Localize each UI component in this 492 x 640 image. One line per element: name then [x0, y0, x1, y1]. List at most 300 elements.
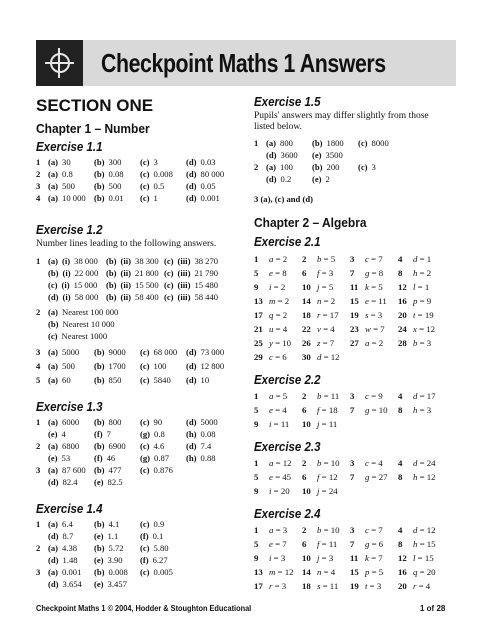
question-number: 19	[350, 310, 359, 320]
answer-cell	[140, 361, 186, 371]
part-label: (e)	[94, 579, 104, 589]
answer-value: 0.876	[153, 465, 173, 475]
part-label: (i)	[62, 292, 71, 302]
answer-value: 1700	[108, 361, 126, 371]
variable: g	[365, 268, 370, 278]
answer-cell	[266, 150, 312, 160]
part-label: (f)	[94, 429, 103, 439]
answer-value: = 11	[368, 296, 387, 306]
answer-row	[36, 192, 232, 204]
answer-value: 3	[371, 162, 376, 172]
answer-value: = 2	[273, 254, 288, 264]
answer-value: = 11	[319, 539, 338, 549]
part-label: (a)	[266, 138, 277, 148]
answer-value: = 11	[271, 419, 290, 429]
answer-value: 1.48	[62, 555, 78, 565]
answer-value: = 2	[271, 282, 286, 292]
answer-value: Nearest 10 000	[62, 319, 115, 329]
part-label: (c)	[140, 519, 150, 529]
variable: d	[413, 254, 418, 264]
answer-value: 46	[106, 453, 116, 463]
answer-cell	[254, 352, 302, 362]
answer-cell	[94, 347, 140, 357]
exercise-1-3-answers	[36, 416, 232, 488]
exercise-1-2-note: Number lines leading to the following answers.	[36, 239, 217, 249]
answer-cell	[350, 525, 398, 535]
part-label: (d)	[266, 174, 277, 184]
part-label: (d)	[186, 417, 197, 427]
variable: a	[269, 525, 274, 535]
part-label: (f)	[94, 453, 103, 463]
answer-cell	[186, 375, 232, 385]
answer-value: 9000	[108, 347, 126, 357]
answer-value: 477	[108, 465, 122, 475]
answer-row	[254, 417, 446, 431]
exercise-2-1-heading: Exercise 2.1	[254, 235, 321, 249]
page-number: 1 of 28	[420, 604, 446, 613]
answer-row	[254, 403, 446, 417]
answer-row	[36, 291, 232, 303]
variable: i	[269, 282, 272, 292]
answer-cell	[398, 458, 446, 468]
answer-cell	[254, 254, 302, 264]
question-number: 2	[302, 525, 307, 535]
question-number: 6	[302, 268, 307, 278]
answer-cell	[140, 555, 186, 565]
exercise-2-2-heading: Exercise 2.2	[254, 373, 321, 387]
answer-cell	[302, 553, 350, 563]
answer-row	[254, 173, 404, 185]
answer-cell	[398, 268, 446, 278]
answer-row	[254, 137, 404, 149]
answer-value: 15 000	[73, 280, 98, 290]
answer-cell	[48, 280, 106, 290]
answer-value: = 20	[271, 486, 290, 496]
variable: r	[269, 581, 273, 591]
question-number: 12	[398, 282, 407, 292]
answer-row	[36, 416, 232, 428]
question-number: 7	[350, 268, 355, 278]
variable: f	[317, 405, 320, 415]
question-number: 5	[254, 405, 259, 415]
answer-cell	[254, 567, 302, 577]
answer-value: = 17	[417, 391, 436, 401]
variable: c	[365, 458, 369, 468]
answer-cell	[48, 555, 94, 565]
answer-value: = 11	[321, 391, 340, 401]
answer-value: = 3	[273, 525, 288, 535]
answer-value: 73 000	[200, 347, 225, 357]
answer-value: = 7	[370, 324, 385, 334]
part-label: (a)	[48, 417, 59, 427]
question-number: 26	[302, 338, 311, 348]
variable: l	[413, 553, 416, 563]
part-label: (b)	[94, 465, 105, 475]
question-number: 30	[302, 352, 311, 362]
question-number: 2	[302, 391, 307, 401]
part-label: (e)	[94, 555, 104, 565]
question-number: 1	[36, 256, 41, 266]
part-label: (iii)	[177, 268, 191, 278]
part-label: (c)	[358, 138, 368, 148]
exercise-1-2-answers	[36, 255, 232, 387]
variable: b	[317, 391, 322, 401]
answer-cell	[398, 324, 446, 334]
answer-value: 0.9	[153, 519, 165, 529]
answer-value: 500	[62, 181, 75, 191]
variable: h	[413, 539, 418, 549]
part-label: (ii)	[120, 292, 132, 302]
part-label: (c)	[48, 331, 58, 341]
question-number: 14	[302, 567, 311, 577]
question-number: 10	[302, 486, 311, 496]
question-number: 1	[36, 157, 41, 167]
answer-value: = 12	[319, 472, 338, 482]
variable: t	[413, 310, 416, 320]
variable: f	[317, 539, 320, 549]
answer-cell	[48, 531, 94, 541]
answer-value: = 4	[368, 458, 383, 468]
answer-row	[254, 523, 446, 537]
answer-value: 200	[326, 162, 340, 172]
answer-cell	[48, 193, 94, 203]
answer-row	[254, 149, 404, 161]
answer-cell	[164, 268, 226, 278]
part-label: (a)	[48, 567, 59, 577]
question-number: 7	[350, 405, 355, 415]
answer-row	[254, 294, 446, 308]
answer-value: = 12	[417, 525, 436, 535]
answer-cell	[350, 553, 398, 563]
answer-row	[36, 542, 186, 554]
chapter-1-heading: Chapter 1 – Number	[36, 121, 150, 136]
answer-row	[36, 156, 232, 168]
answer-cell	[94, 169, 140, 179]
part-label: (a)	[48, 193, 59, 203]
answer-value: 12 800	[200, 361, 225, 371]
answer-value: 0.8	[62, 169, 73, 179]
variable: g	[365, 472, 370, 482]
part-label: (b)	[106, 268, 117, 278]
variable: b	[413, 338, 418, 348]
answer-cell	[312, 162, 358, 172]
answer-cell	[94, 181, 140, 191]
answer-value: = 3	[319, 553, 334, 563]
answer-value: 500	[62, 361, 75, 371]
answer-value: = 4	[272, 405, 287, 415]
answer-row	[254, 350, 446, 364]
answer-row	[36, 373, 232, 387]
answer-value: 0.005	[153, 567, 173, 577]
part-label: (b)	[94, 361, 105, 371]
exercise-2-1-answers	[254, 252, 446, 364]
variable: n	[317, 567, 322, 577]
answer-value: = 12	[321, 352, 340, 362]
part-label: (a)	[266, 162, 277, 172]
answer-cell	[186, 417, 232, 427]
answer-cell	[350, 338, 398, 348]
answer-cell	[302, 405, 350, 415]
answer-value: 300	[108, 157, 122, 167]
exercise-1-5-answers	[254, 137, 404, 185]
part-label: (ii)	[120, 268, 132, 278]
answer-cell	[140, 347, 186, 357]
answer-cell	[254, 338, 302, 348]
answer-value: 38 000	[74, 256, 98, 266]
answer-cell	[398, 282, 446, 292]
exercise-1-5-heading: Exercise 1.5	[254, 95, 321, 109]
exercise-1-2-heading: Exercise 1.2	[36, 223, 103, 237]
question-number: 5	[254, 472, 259, 482]
variable: d	[413, 391, 418, 401]
part-label: (e)	[94, 531, 104, 541]
question-number: 11	[350, 282, 359, 292]
part-label: (d)	[48, 531, 59, 541]
part-label: (a)	[48, 361, 59, 371]
variable: p	[413, 296, 418, 306]
answer-cell	[302, 338, 350, 348]
answer-cell	[398, 405, 446, 415]
answer-cell	[358, 138, 404, 148]
answer-value: = 3	[272, 581, 287, 591]
part-label: (d)	[186, 347, 197, 357]
question-number: 15	[350, 567, 359, 577]
answer-cell	[302, 539, 350, 549]
answer-value: = 1	[415, 282, 430, 292]
answer-cell	[398, 553, 446, 563]
answer-cell	[48, 169, 94, 179]
answer-value: 15 480	[194, 280, 219, 290]
answer-row	[36, 464, 232, 476]
answer-cell	[398, 472, 446, 482]
part-label: (c)	[140, 193, 150, 203]
answer-value: = 15	[417, 539, 436, 549]
part-label: (d)	[186, 375, 197, 385]
part-label: (c)	[140, 375, 150, 385]
part-label: (b)	[94, 441, 105, 451]
question-number: 3	[36, 181, 41, 191]
answer-value: 1800	[326, 138, 344, 148]
answer-value: = 15	[415, 553, 434, 563]
variable: y	[269, 338, 273, 348]
question-number: 11	[350, 553, 359, 563]
page-title: Checkpoint Maths 1 Answers	[101, 47, 386, 78]
question-number: 23	[350, 324, 359, 334]
variable: j	[317, 486, 320, 496]
part-label: (a)	[48, 157, 59, 167]
answer-value: = 10	[321, 525, 340, 535]
question-number: 7	[350, 539, 355, 549]
question-number: 13	[254, 296, 263, 306]
question-number: 3	[36, 567, 41, 577]
answer-cell	[302, 391, 350, 401]
variable: g	[365, 539, 370, 549]
question-number: 3	[36, 347, 41, 357]
part-label: (b)	[48, 268, 59, 278]
answer-value: 6.27	[152, 555, 168, 565]
answer-cell	[140, 169, 186, 179]
answer-value: 58 440	[194, 292, 219, 302]
answer-cell	[254, 486, 302, 496]
answer-cell	[48, 579, 94, 589]
answer-cell	[140, 441, 186, 451]
answer-value: 3.457	[107, 579, 127, 589]
variable: u	[269, 324, 274, 334]
answer-row	[254, 322, 446, 336]
answer-value: 0.2	[280, 174, 292, 184]
part-label: (a)	[48, 347, 59, 357]
part-label: (h)	[186, 429, 197, 439]
question-number: 18	[302, 310, 311, 320]
answer-value: 6.4	[62, 519, 73, 529]
answer-cell	[186, 361, 232, 371]
part-label: (d)	[48, 292, 59, 302]
answer-value: 38 300	[135, 256, 159, 266]
answer-cell	[94, 441, 140, 451]
variable: w	[365, 324, 371, 334]
question-number: 1	[254, 458, 259, 468]
answer-cell	[350, 324, 398, 334]
answer-value: = 9	[417, 296, 432, 306]
answer-cell	[48, 543, 94, 553]
part-label: (b)	[106, 280, 117, 290]
question-number: 22	[302, 324, 311, 334]
question-number: 9	[254, 553, 259, 563]
question-number: 2	[302, 254, 307, 264]
part-label: (e)	[48, 429, 58, 439]
variable: e	[269, 539, 273, 549]
answer-cell	[350, 472, 398, 482]
answer-value: = 2	[369, 338, 384, 348]
part-label: (b)	[48, 319, 59, 329]
part-label: (c)	[140, 465, 150, 475]
answer-value: 0.001	[62, 567, 82, 577]
variable: e	[269, 405, 273, 415]
answer-value: = 10	[369, 405, 388, 415]
variable: c	[365, 391, 369, 401]
answer-value: 21 800	[135, 268, 159, 278]
answer-cell	[94, 375, 140, 385]
answer-cell	[312, 150, 358, 160]
answer-cell	[140, 375, 186, 385]
variable: f	[317, 268, 320, 278]
exercise-2-3-answers	[254, 456, 446, 498]
question-number: 5	[254, 539, 259, 549]
answer-value: 82.4	[62, 477, 78, 487]
answer-cell	[254, 472, 302, 482]
question-number: 4	[398, 458, 403, 468]
answer-value: = 20	[417, 567, 436, 577]
part-label: (c)	[164, 256, 174, 266]
part-label: (d)	[186, 157, 197, 167]
answer-cell	[350, 310, 398, 320]
part-label: (c)	[140, 347, 150, 357]
answer-cell	[140, 531, 186, 541]
question-number: 29	[254, 352, 263, 362]
variable: m	[269, 296, 276, 306]
question-number: 6	[302, 539, 307, 549]
variable: z	[317, 338, 321, 348]
answer-cell	[398, 525, 446, 535]
answer-value: = 3	[367, 581, 382, 591]
answer-value: 0.008	[108, 567, 128, 577]
variable: i	[269, 553, 272, 563]
exercise-2-3-heading: Exercise 2.3	[254, 440, 321, 454]
answer-value: 6900	[108, 441, 126, 451]
answer-cell	[48, 157, 94, 167]
part-label: (b)	[94, 181, 105, 191]
question-number: 2	[302, 458, 307, 468]
answer-cell	[350, 268, 398, 278]
answer-row	[36, 255, 232, 267]
answer-cell	[186, 453, 232, 463]
part-label: (c)	[358, 162, 368, 172]
variable: c	[365, 525, 369, 535]
answer-cell	[48, 465, 94, 475]
answer-value: = 6	[369, 539, 384, 549]
answer-cell	[186, 157, 232, 167]
variable: d	[413, 525, 418, 535]
question-number: 2	[36, 441, 41, 451]
answer-cell	[94, 429, 140, 439]
answer-value: = 9	[368, 391, 383, 401]
question-number: 13	[254, 567, 263, 577]
answer-value: 30	[62, 157, 71, 167]
answer-value: = 18	[319, 405, 338, 415]
part-label: (c)	[140, 361, 150, 371]
answer-value: 0.1	[152, 531, 164, 541]
part-label: (d)	[266, 150, 277, 160]
answer-value: = 11	[320, 581, 339, 591]
exercise-2-4-answers	[254, 523, 446, 593]
answer-value: 3600	[280, 150, 298, 160]
variable: h	[413, 268, 418, 278]
question-number: 7	[350, 472, 355, 482]
part-label: (a)	[48, 519, 59, 529]
part-label: (b)	[94, 157, 105, 167]
question-number: 20	[398, 310, 407, 320]
answer-value: 58 000	[74, 292, 99, 302]
part-label: (a)	[48, 181, 59, 191]
variable: e	[269, 472, 273, 482]
variable: e	[269, 268, 273, 278]
answer-row	[36, 279, 232, 291]
answer-cell	[302, 581, 350, 591]
answer-value: = 12	[273, 458, 292, 468]
part-label: (c)	[140, 181, 150, 191]
question-number: 24	[398, 324, 407, 334]
answer-row	[254, 470, 446, 484]
part-label: (b)	[94, 347, 105, 357]
answer-value: 0.001	[200, 193, 220, 203]
answer-cell	[398, 310, 446, 320]
answer-row	[254, 484, 446, 498]
answer-value: = 3	[271, 553, 286, 563]
question-number: 5	[36, 375, 41, 385]
question-number: 25	[254, 338, 263, 348]
exercise-1-4-heading: Exercise 1.4	[36, 502, 103, 516]
answer-cell	[302, 268, 350, 278]
answer-row	[36, 306, 232, 318]
answer-value: 500	[108, 181, 122, 191]
answer-cell	[350, 254, 398, 264]
question-number: 10	[302, 553, 311, 563]
answer-value: 1.1	[107, 531, 119, 541]
answer-cell	[254, 525, 302, 535]
answer-value: Nearest 1000	[61, 331, 108, 341]
exercise-1-4-answers	[36, 518, 186, 590]
answer-value: = 3	[417, 338, 432, 348]
